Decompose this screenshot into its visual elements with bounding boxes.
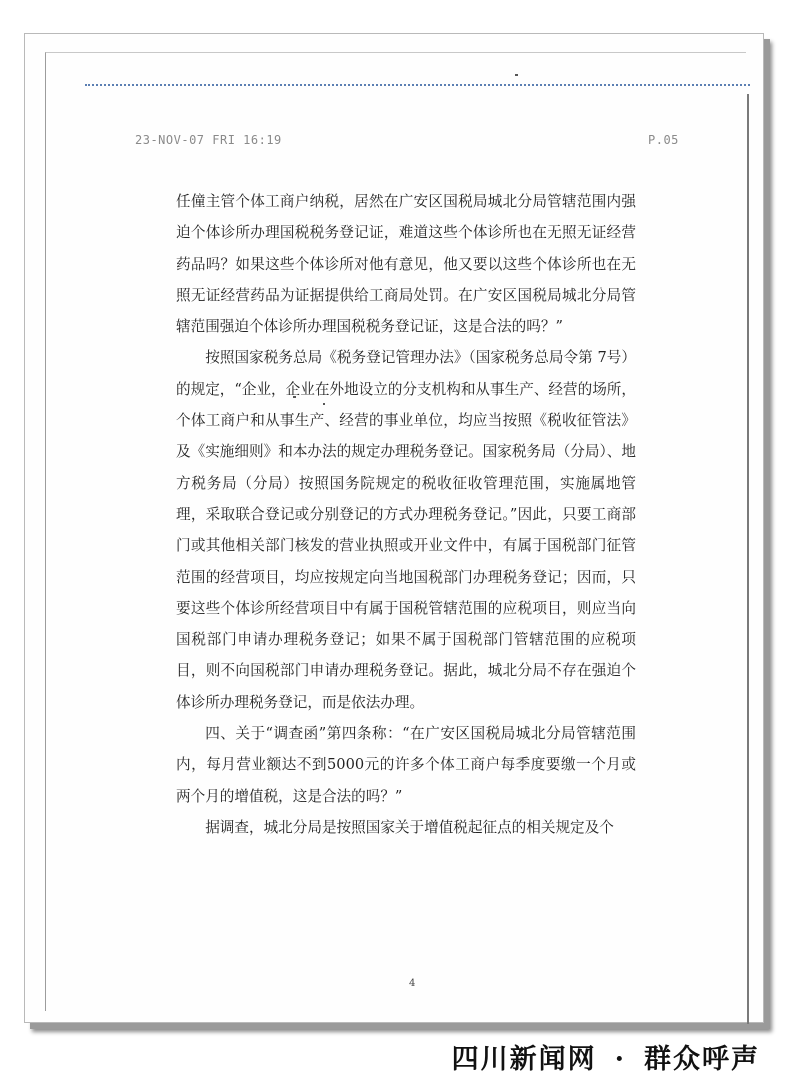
fax-page-label: P.05	[648, 133, 679, 147]
caption-section: 群众呼声	[644, 1044, 760, 1075]
fax-dotted-rule	[85, 84, 750, 86]
page-number: 4	[409, 978, 416, 989]
caption-separator: ·	[614, 1044, 626, 1075]
paragraph-1: 任僮主管个体工商户纳税，居然在广安区国税局城北分局管辖范围内强迫个体诊所办理国税税务登记证，难道这些个体诊所也在无照无证经营药品吗？如果这些个体诊所对他有意见，他又要以这些个体诊所也在无照无证经营药品为证据提供给工商局处罚。在广安区国税局城北分局管辖范围强迫个体诊所办理国税税务登记证，这是合法的吗？”	[176, 193, 636, 336]
page-frame-right-edge	[747, 94, 755, 1024]
document-body	[176, 186, 636, 843]
caption-site: 四川新闻网	[451, 1044, 597, 1075]
paragraph-3: 四、关于“调查函”第四条称：“在广安区国税局城北分局管辖范围内，每月营业额达不到5000元的许多个体工商户每季度要缴一个月或两个月的增值税，这是合法的吗？”	[176, 725, 636, 805]
fax-timestamp: 23-NOV-07 FRI 16:19	[135, 133, 282, 147]
scan-speck	[515, 74, 518, 76]
paragraph-2: 按照国家税务总局《税务登记管理办法》（国家税务总局令第 7号）的规定，“企业，企业在外地设立的分支机构和从事生产、经营的场所，个体工商户和从事生产、经营的事业单位，均应当按照《税收征管法》及《实施细则》和本办法的规定办理税务登记。国家税务局（分局）、地方税务局（分局）按照国务院规定的税收征收管理范围，实施属地管理，采取联合登记或分别登记的方式办理税务登记。”因此，只要工商部门或其他相关部门核发的营业执照或开业文件中，有属于国税部门征管范围的经营项目，均应按规定向当地国税部门办理税务登记；因而，只要这些个体诊所经营项目中有属于国税管辖范围的应税项目，则应当向国税部门申请办理税务登记；如果不属于国税部门管辖范围的应税项目，则不向国税部门申请办理税务登记。据此，城北分局不存在强迫个体诊所办理税务登记，而是依法办理。	[176, 349, 636, 711]
source-caption	[452, 1037, 760, 1076]
paragraph-4: 据调查，城北分局是按照国家关于增值税起征点的相关规定及个	[205, 818, 614, 836]
